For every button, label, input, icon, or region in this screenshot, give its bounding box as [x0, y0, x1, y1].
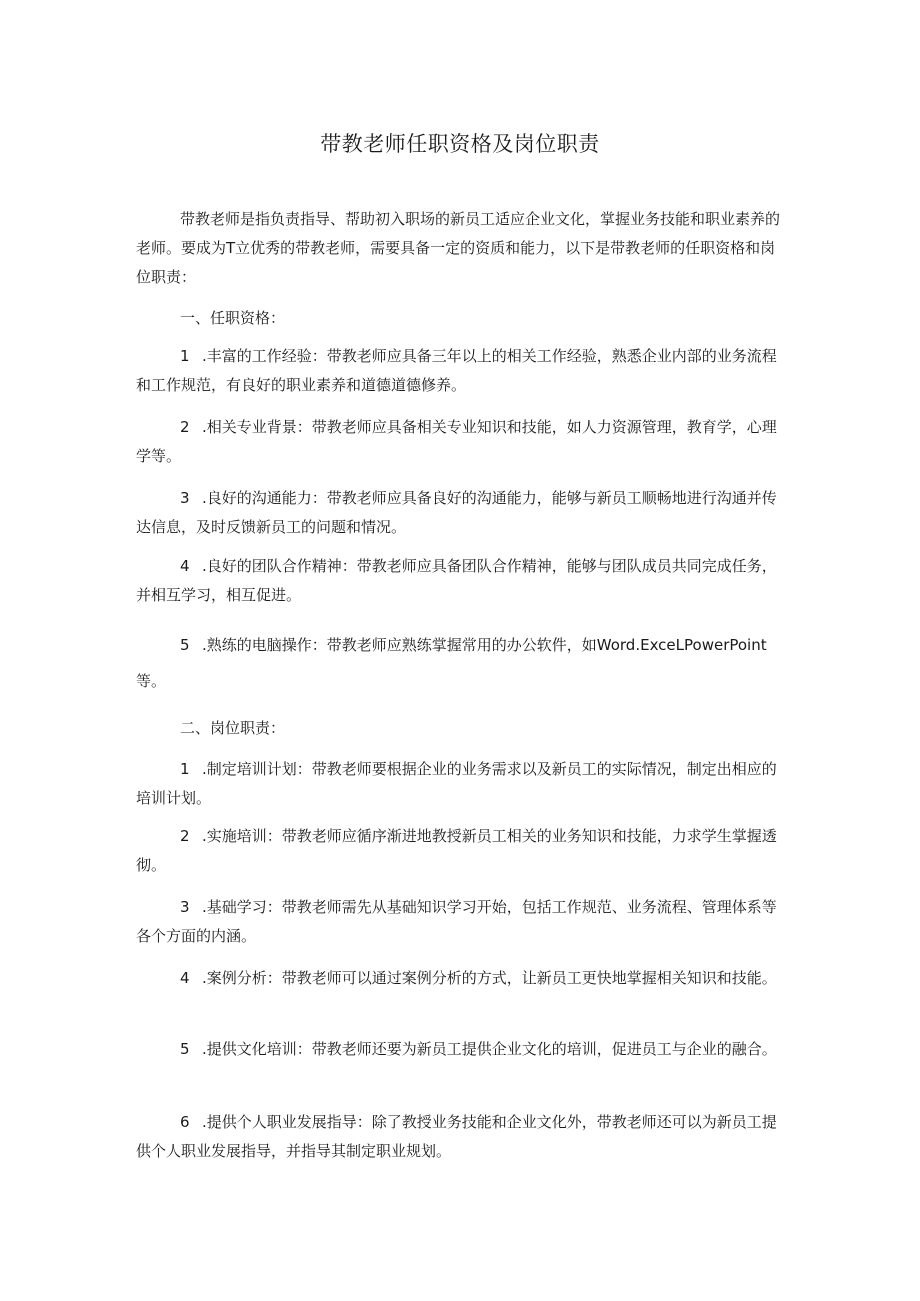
section-qualifications [136, 304, 788, 333]
item-number: 4 [180, 557, 190, 575]
list-item [136, 484, 788, 542]
item-text: .案例分析：带教老师可以通过案例分析的方式，让新员工更快地掌握相关知识和技能。 [202, 969, 777, 987]
item-text: .提供个人职业发展指导：除了教授业务技能和企业文化外，带教老师还可以为新员工提供个人职业发展指导，并指导其制定职业规划。 [136, 1113, 777, 1160]
list-item [136, 755, 788, 813]
item-text: .基础学习：带教老师需先从基础知识学习开始，包括工作规范、业务流程、管理体系等各个方面的内涵。 [136, 898, 777, 945]
item-text: .丰富的工作经验：带教老师应具备三年以上的相关工作经验，熟悉企业内部的业务流程和工作规范，有良好的职业素养和道德道德修养。 [136, 347, 777, 394]
intro-paragraph [136, 205, 788, 292]
section-heading: 一、任职资格： [180, 309, 286, 327]
item-number: 5 [180, 1040, 190, 1058]
section-duties [136, 714, 788, 743]
list-item [136, 413, 788, 471]
item-text: .实施培训：带教老师应循序渐进地教授新员工相关的业务知识和技能，力求学生掌握透彻。 [136, 827, 777, 874]
item-number: 2 [180, 827, 190, 845]
item-text: .制定培训计划：带教老师要根据企业的业务需求以及新员工的实际情况，制定出相应的培训计划。 [136, 760, 777, 807]
item-number: 2 [180, 418, 190, 436]
list-item [136, 1035, 788, 1064]
list-item [136, 342, 788, 400]
item-text: .相关专业背景：带教老师应具备相关专业知识和技能，如人力资源管理，教育学，心理学等。 [136, 418, 777, 465]
section-heading: 二、岗位职责： [180, 719, 286, 737]
item-number: 6 [180, 1113, 190, 1131]
list-item [136, 627, 788, 699]
item-number: 4 [180, 969, 190, 987]
item-number: 1 [180, 347, 190, 365]
list-item [136, 964, 788, 993]
item-number: 1 [180, 760, 190, 778]
item-text: .提供文化培训：带教老师还要为新员工提供企业文化的培训，促进员工与企业的融合。 [202, 1040, 777, 1058]
intro-text: 带教老师是指负责指导、帮助初入职场的新员工适应企业文化，掌握业务技能和职业素养的老师。要成为T立优秀的带教老师，需要具备一定的资质和能力，以下是带教老师的任职资格和岗位职责： [136, 210, 781, 286]
item-text: .良好的沟通能力：带教老师应具备良好的沟通能力，能够与新员工顺畅地进行沟通并传达信息，及时反馈新员工的问题和情况。 [136, 489, 777, 536]
item-number: 5 [180, 636, 190, 654]
item-text: .良好的团队合作精神：带教老师应具备团队合作精神，能够与团队成员共同完成任务，并相互学习，相互促进。 [136, 557, 777, 604]
list-item [136, 1108, 788, 1166]
list-item [136, 893, 788, 951]
item-text: .熟练的电脑操作：带教老师应熟练掌握常用的办公软件，如Word.ExceLPowerPoint等。 [136, 636, 767, 690]
document-title: 带教老师任职资格及岗位职责 [320, 132, 600, 156]
list-item [136, 552, 788, 610]
item-number: 3 [180, 898, 190, 916]
list-item [136, 822, 788, 880]
item-number: 3 [180, 489, 190, 507]
